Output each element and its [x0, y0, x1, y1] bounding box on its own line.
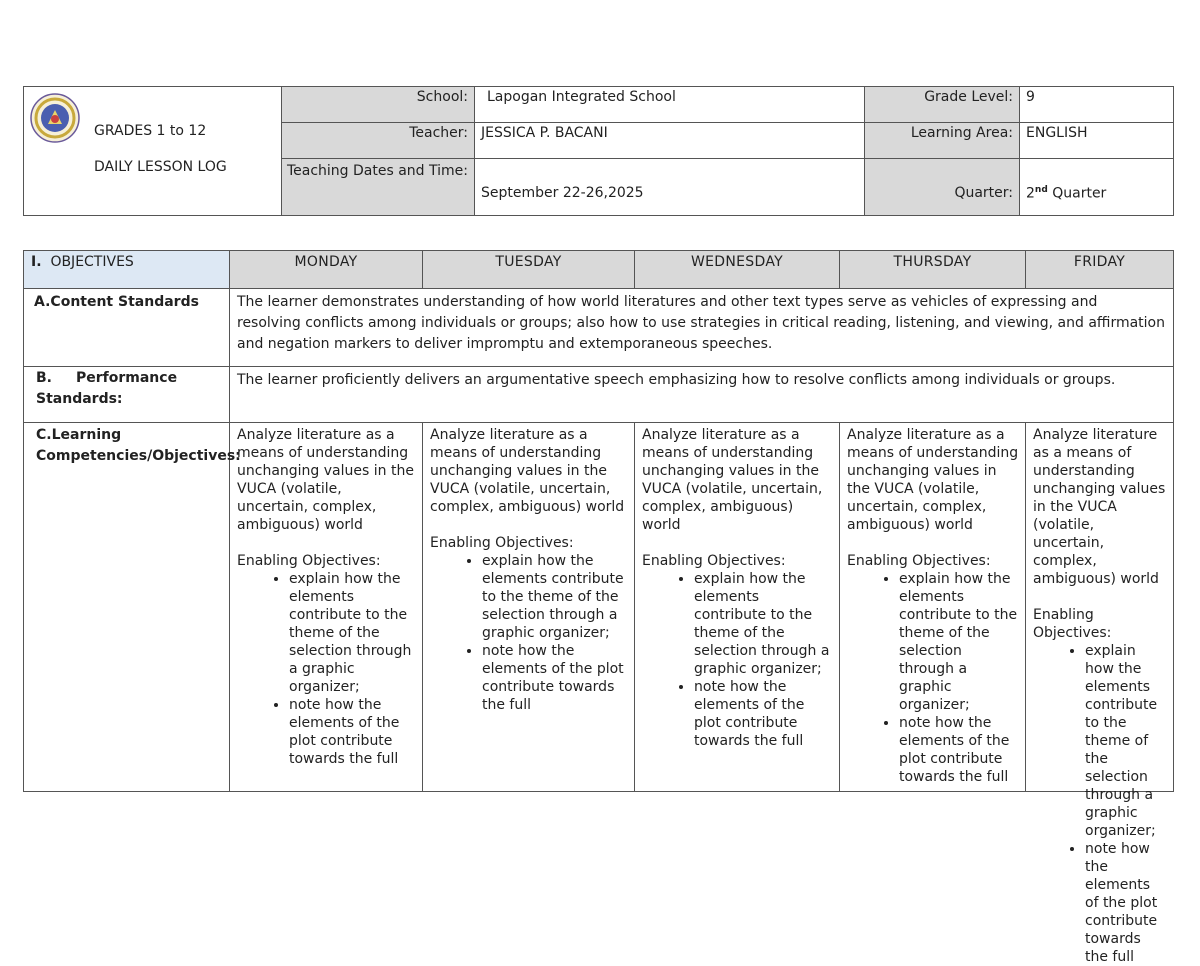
learning-area-value: ENGLISH [1020, 123, 1174, 159]
list-item: • explain how the elements contribute to the theme of the selection through a graphic organizer; [482, 552, 628, 642]
quarter-value [1020, 159, 1174, 216]
school-value: Lapogan Integrated School [475, 87, 865, 123]
day-header-thursday: THURSDAY [840, 251, 1026, 289]
list-item: • explain how the elements contribute to the theme of the selection through a graphic organizer; [289, 570, 416, 696]
competencies-title: Learning Competencies/Objectives: [36, 427, 241, 464]
day-header-monday: MONDAY [230, 251, 423, 289]
content-standards-letter: A. [34, 294, 51, 310]
objectives-roman: I. [31, 254, 42, 270]
objectives-heading-text: OBJECTIVES [50, 254, 134, 270]
competency-tuesday [423, 423, 635, 792]
list-item: • note how the elements of the plot contribute towards the full [694, 678, 833, 750]
performance-standards-text: The learner proficiently delivers an argumentative speech emphasizing how to resolve conflicts among individuals or groups. [230, 367, 1174, 423]
header-table [23, 86, 1174, 216]
list-item: • note how the elements of the plot contribute towards the full [899, 714, 1019, 786]
day-header-tuesday: TUESDAY [423, 251, 635, 289]
list-item: • explain how the elements contribute to the theme of the selection through a graphic organizer; [899, 570, 1019, 714]
doc-title-dll: DAILY LESSON LOG [94, 159, 227, 175]
list-item: • explain how the elements contribute to the theme of the selection through a graphic organizer; [1085, 642, 1167, 840]
quarter-label: Quarter: [865, 159, 1020, 216]
teaching-dates-value: September 22-26,2025 [475, 159, 865, 216]
enabling-list-tuesday [430, 552, 628, 714]
enabling-label-tuesday: Enabling Objectives: [430, 535, 574, 551]
enabling-label-thursday: Enabling Objectives: [847, 553, 991, 569]
competency-tuesday-main: Analyze literature as a means of understanding unchanging values in the VUCA (volatile, uncertain, complex, ambiguous) world [430, 427, 625, 515]
performance-title: Performance Standards: [36, 370, 178, 407]
competencies-letter: C. [36, 427, 52, 443]
list-item: • explain how the elements contribute to the theme of the selection through a graphic organizer; [694, 570, 833, 678]
teacher-label: Teacher: [282, 123, 475, 159]
competency-thursday-main: Analyze literature as a means of understanding unchanging values in the VUCA (volatile, uncertain, complex, ambiguous) world [847, 427, 1019, 533]
performance-letter: B. [36, 370, 52, 386]
list-item: • note how the elements of the plot contribute towards the full [482, 642, 628, 714]
objectives-heading [24, 251, 230, 289]
competency-monday [230, 423, 423, 792]
list-item: • note how the elements of the plot contribute towards the full [1085, 840, 1167, 966]
enabling-list-monday [237, 570, 416, 768]
competency-friday [1026, 423, 1174, 965]
competency-friday-main: Analyze literature as a means of understanding unchanging values in the VUCA (volatile, uncertain, complex, ambiguous) world [1033, 427, 1166, 587]
competency-thursday [840, 423, 1026, 792]
enabling-list-thursday [847, 570, 1019, 786]
enabling-label-friday: Enabling Objectives: [1033, 607, 1112, 641]
grade-level-value: 9 [1020, 87, 1174, 123]
enabling-label-wednesday: Enabling Objectives: [642, 553, 786, 569]
learning-area-label: Learning Area: [865, 123, 1020, 159]
competency-wednesday-main: Analyze literature as a means of understanding unchanging values in the VUCA (volatile, uncertain, complex, ambiguous) world [642, 427, 823, 533]
deped-seal-icon [30, 93, 80, 143]
competency-wednesday [635, 423, 840, 792]
performance-standards-label [24, 367, 230, 423]
day-header-friday: FRIDAY [1026, 251, 1174, 289]
doc-title-grades: GRADES 1 to 12 [94, 123, 207, 139]
competencies-label [24, 423, 241, 792]
enabling-label-monday: Enabling Objectives: [237, 553, 381, 569]
quarter-number: 2 [1026, 185, 1035, 202]
objectives-table [23, 250, 1174, 965]
quarter-word: Quarter [1047, 185, 1107, 202]
content-standards-label [24, 289, 230, 367]
header-logo-cell [24, 87, 282, 216]
enabling-list-wednesday [642, 570, 833, 750]
grade-level-label: Grade Level: [865, 87, 1020, 123]
school-label: School: [282, 87, 475, 123]
quarter-suffix: nd [1034, 184, 1048, 195]
enabling-list-friday [1033, 642, 1167, 966]
day-header-wednesday: WEDNESDAY [635, 251, 840, 289]
teaching-dates-label: Teaching Dates and Time: [282, 159, 475, 216]
content-standards-title: Content Standards [50, 294, 199, 310]
content-standards-text: The learner demonstrates understanding of how world literatures and other text types serve as vehicles of expressing and resolving conflicts among individuals or groups; also how to use strategies in critical reading, listening, and viewing, and affirmation and negation markers to deliver impromptu and extemporaneous speeches. [230, 289, 1174, 367]
list-item: • note how the elements of the plot contribute towards the full [289, 696, 416, 768]
teacher-value: JESSICA P. BACANI [475, 123, 865, 159]
competency-monday-main: Analyze literature as a means of understanding unchanging values in the VUCA (volatile, uncertain, complex, ambiguous) world [237, 427, 414, 533]
